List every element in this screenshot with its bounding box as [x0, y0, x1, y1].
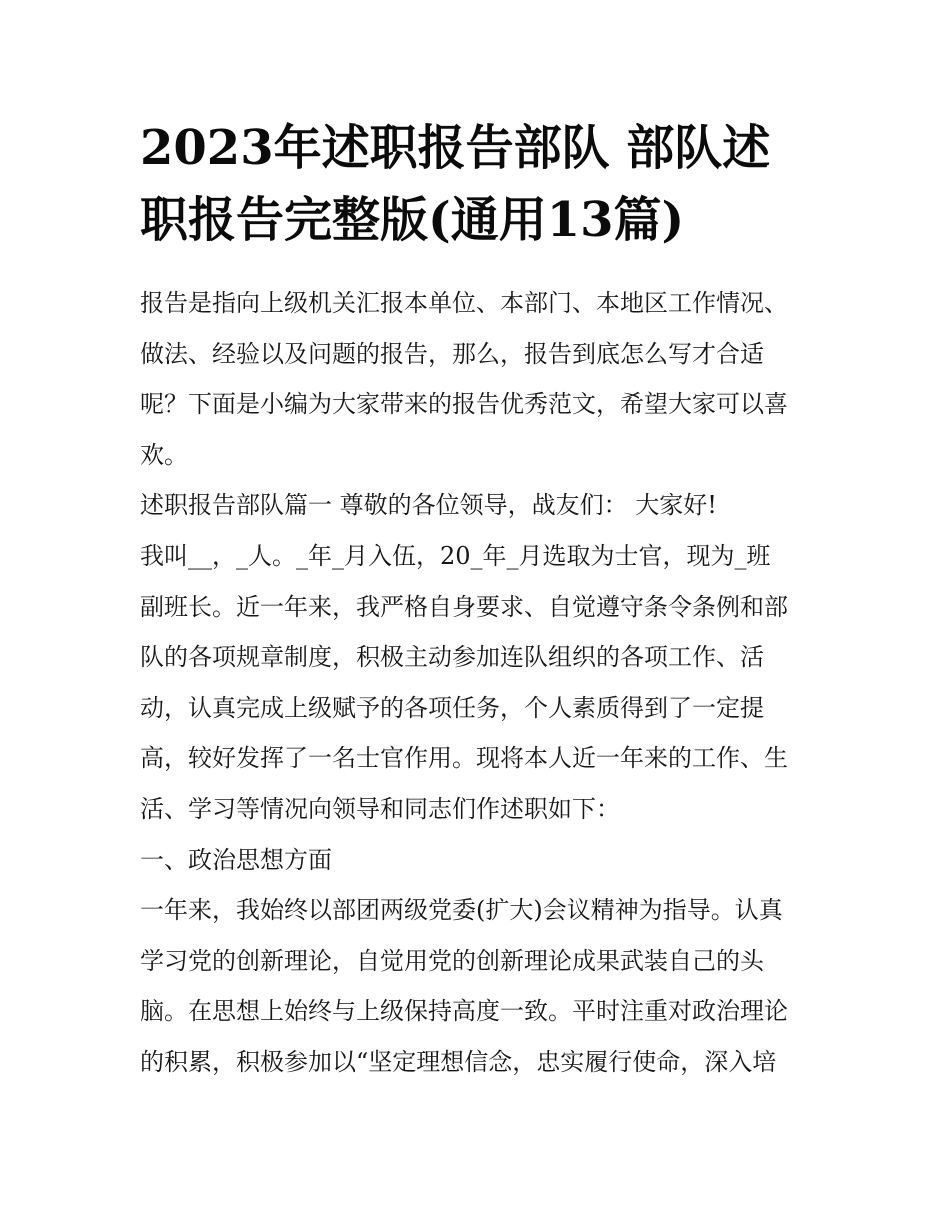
subsection-heading: 一、政治思想方面 — [140, 845, 332, 874]
body-line: 脑。在思想上始终与上级保持高度一致。平时注重对政治理论 — [140, 997, 788, 1026]
document-body — [140, 278, 820, 1088]
body-line: 报告是指向上级机关汇报本单位、本部门、本地区工作情况、 — [140, 289, 788, 317]
body-line: 高，较好发挥了一名士官作用。现将本人近一年来的工作、生 — [140, 744, 788, 773]
document-title — [140, 112, 830, 256]
section-heading-line: 述职报告部队篇一 尊敬的各位领导，战友们： 大家好! — [140, 491, 717, 520]
body-line: 欢。 — [140, 440, 188, 469]
body-line: 一年来，我始终以部团两级党委(扩大)会议精神为指导。认真 — [140, 896, 783, 925]
body-line: 学习党的创新理论，自觉用党的创新理论成果武装自己的头 — [140, 946, 764, 975]
body-line: 队的各项规章制度，积极主动参加连队组织的各项工作、活 — [140, 643, 764, 672]
body-line: 的积累，积极参加以“坚定理想信念，忠实履行使命，深入培 — [140, 1047, 777, 1076]
body-line: 做法、经验以及问题的报告，那么，报告到底怎么写才合适 — [140, 339, 764, 368]
body-line: 副班长。近一年来，我严格自身要求、自觉遵守条令条例和部 — [140, 592, 788, 621]
body-line: 活、学习等情况向领导和同志们作述职如下： — [140, 794, 620, 823]
body-line: 动，认真完成上级赋予的各项任务，个人素质得到了一定提 — [140, 693, 764, 722]
body-line: 呢？下面是小编为大家带来的报告优秀范文，希望大家可以喜 — [140, 390, 788, 419]
title-line: 2023年述职报告部队 部队述 — [140, 120, 771, 176]
body-line: 我叫__，_人。_年_月入伍，20_年_月选取为士官，现为_班 — [140, 541, 771, 570]
title-line: 职报告完整版(通用13篇) — [140, 192, 685, 248]
